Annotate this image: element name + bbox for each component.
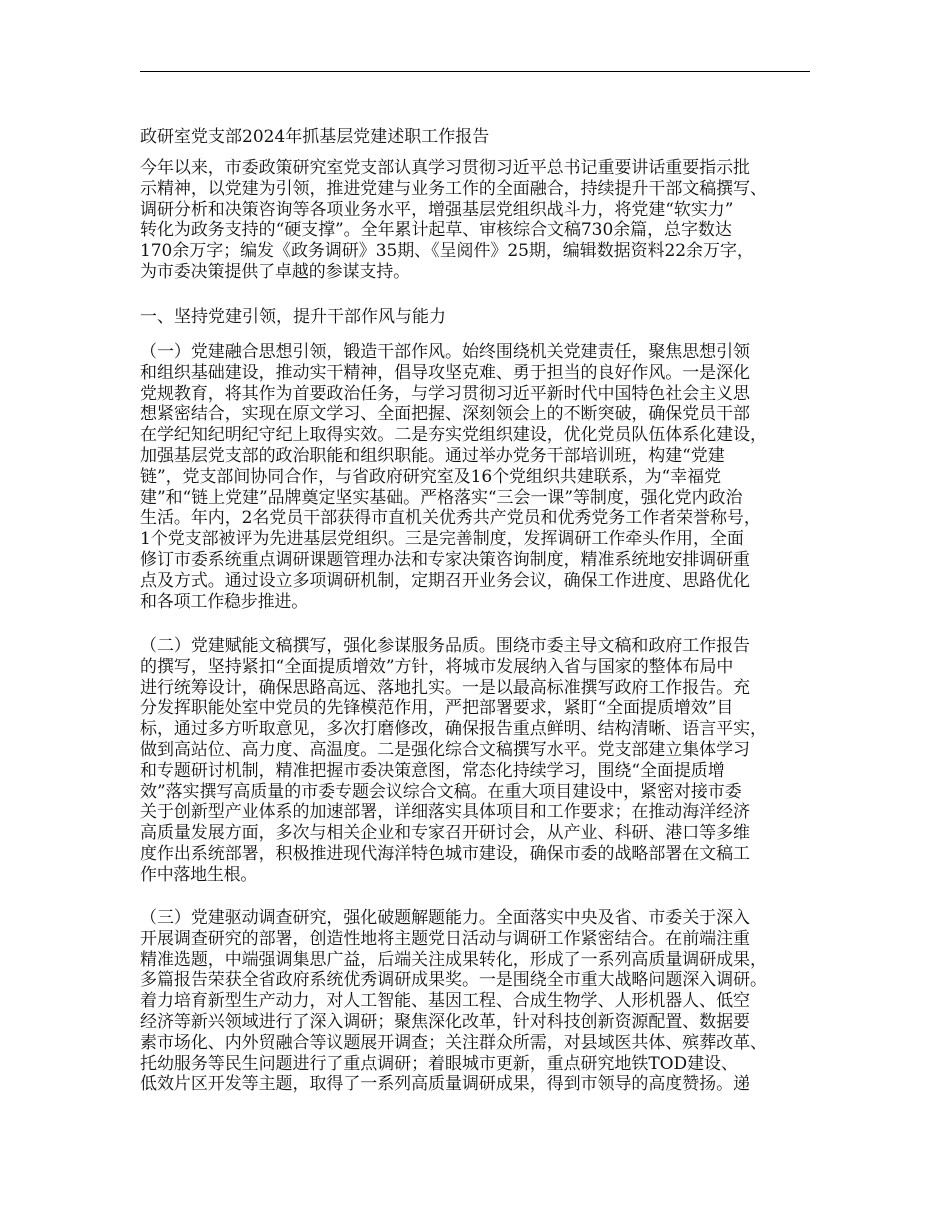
sub2-line: 效”落实撰写高质量的市委专题会议综合文稿。在重大项目建设中，紧密对接市委 — [140, 781, 742, 802]
intro-line: 示精神，以党建为引领，推进党建与业务工作的全面融合，持续提升干部文稿撰写、 — [140, 178, 767, 199]
sub2-line: 的撰写，坚持紧扣“全面提质增效”方针，将城市发展纳入省与国家的整体布局中 — [140, 656, 734, 677]
sub2-line: 做到高站位、高力度、高温度。二是强化综合文稿撰写水平。党支部建立集体学习 — [140, 739, 750, 760]
sub3-line: 精准选题，中端强调集思广益，后端关注成果转化，形成了一系列高质量调研成果， — [140, 949, 767, 970]
subsection-3-paragraph — [140, 908, 812, 1095]
intro-paragraph — [140, 158, 812, 283]
sub1-line: 生活。年内，2名党员干部获得市直机关优秀共产党员和优秀党务工作者荣誉称号， — [140, 508, 761, 529]
sub2-line: 和专题研讨机制，精准把握市委决策意图，常态化持续学习，围绕“全面提质增 — [140, 760, 725, 781]
sub3-line: 经济等新兴领域进行了深入调研；聚焦深化改革，针对科技创新资源配置、数据要 — [140, 1011, 750, 1032]
subsection-1-paragraph — [140, 342, 812, 612]
intro-line: 调研分析和决策咨询等各项业务水平，增强基层党组织战斗力，将党建“软实力” — [140, 199, 734, 220]
sub1-line: 修订市委系统重点调研课题管理办法和专家决策咨询制度，精准系统地安排调研重 — [140, 549, 750, 570]
sub1-line: 党规教育，将其作为首要政治任务，与学习贯彻习近平新时代中国特色社会主义思 — [140, 383, 750, 404]
sub1-line: 1个党支部被评为先进基层党组织。三是完善制度，发挥调研工作牵头作用，全面 — [140, 529, 744, 550]
sub3-line: 低效片区开发等主题，取得了一系列高质量调研成果，得到市领导的高度赞扬。递 — [140, 1074, 750, 1095]
sub2-line: （二）党建赋能文稿撰写，强化参谋服务品质。围绕市委主导文稿和政府工作报告 — [140, 636, 750, 656]
section-heading-1: 一、坚持党建引领，提升干部作风与能力 — [140, 307, 446, 327]
intro-line: 为市委决策提供了卓越的参谋支持。 — [140, 261, 410, 282]
sub3-line: 多篇报告荣获全省政府系统优秀调研成果奖。一是围绕全市重大战略问题深入调研。 — [140, 970, 767, 991]
intro-line: 170余万字；编发《政务调研》35期、《呈阅件》25期，编辑数据资料22余万字， — [140, 241, 754, 262]
sub2-line: 关于创新型产业体系的加速部署，详细落实具体项目和工作要求；在推动海洋经济 — [140, 802, 750, 823]
sub2-line: 作中落地生根。 — [140, 864, 257, 885]
sub1-line: 建”和“链上党建”品牌奠定坚实基础。严格落实“三会一课”等制度，强化党内政治 — [140, 487, 743, 508]
intro-line: 今年以来，市委政策研究室党支部认真学习贯彻习近平总书记重要讲话重要指示批 — [140, 158, 750, 178]
sub3-line: 开展调查研究的部署，创造性地将主题党日活动与调研工作紧密结合。在前端注重 — [140, 928, 750, 949]
sub2-line: 高质量发展方面，多次与相关企业和专家召开研讨会，从产业、科研、港口等多维 — [140, 823, 750, 844]
sub1-line: 和各项工作稳步推进。 — [140, 591, 308, 612]
intro-line: 转化为政务支持的“硬支撑”。全年累计起草、审核综合文稿730余篇，总字数达 — [140, 220, 732, 241]
sub2-line: 度作出系统部署，积极推进现代海洋特色城市建设，确保市委的战略部署在文稿工 — [140, 843, 750, 864]
sub2-line: 标，通过多方听取意见，多次打磨修改，确保报告重点鲜明、结构清晰、语言平实， — [140, 719, 767, 740]
sub3-line: 着力培育新型生产动力，对人工智能、基因工程、合成生物学、人形机器人、低空 — [140, 991, 750, 1012]
sub1-line: 点及方式。通过设立多项调研机制，定期召开业务会议，确保工作进度、思路优化 — [140, 570, 750, 591]
subsection-2-paragraph — [140, 636, 812, 886]
sub2-line: 进行统筹设计，确保思路高远、落地扎实。一是以最高标准撰写政府工作报告。充 — [140, 677, 750, 698]
sub1-line: 想紧密结合，实现在原文学习、全面把握、深刻领会上的不断突破，确保党员干部 — [140, 404, 750, 425]
sub1-line: 加强基层党支部的政治职能和组织职能。通过举办党务干部培训班，构建“党建 — [140, 445, 725, 466]
sub3-line: （三）党建驱动调查研究，强化破题解题能力。全面落实中央及省、市委关于深入 — [140, 908, 750, 928]
sub3-line: 托幼服务等民生问题进行了重点调研；着眼城市更新，重点研究地铁TOD建设、 — [140, 1053, 738, 1074]
document-title: 政研室党支部2024年抓基层党建述职工作报告 — [140, 127, 490, 147]
sub3-line: 素市场化、内外贸融合等议题展开调查；关注群众所需，对县域医共体、殡葬改革、 — [140, 1032, 767, 1053]
sub1-line: 和组织基础建设，推动实干精神，倡导攻坚克难、勇于担当的良好作风。一是深化 — [140, 362, 750, 383]
header-rule — [140, 71, 810, 72]
sub1-line: （一）党建融合思想引领，锻造干部作风。始终围绕机关党建责任，聚焦思想引领 — [140, 342, 750, 362]
sub1-line: 链”，党支部间协同合作，与省政府研究室及16个党组织共建联系，为“幸福党 — [140, 466, 722, 487]
sub2-line: 分发挥职能处室中党员的先锋模范作用，严把部署要求，紧盯“全面提质增效”目 — [140, 698, 734, 719]
sub1-line: 在学纪知纪明纪守纪上取得实效。二是夯实党组织建设，优化党员队伍体系化建设， — [140, 425, 767, 446]
